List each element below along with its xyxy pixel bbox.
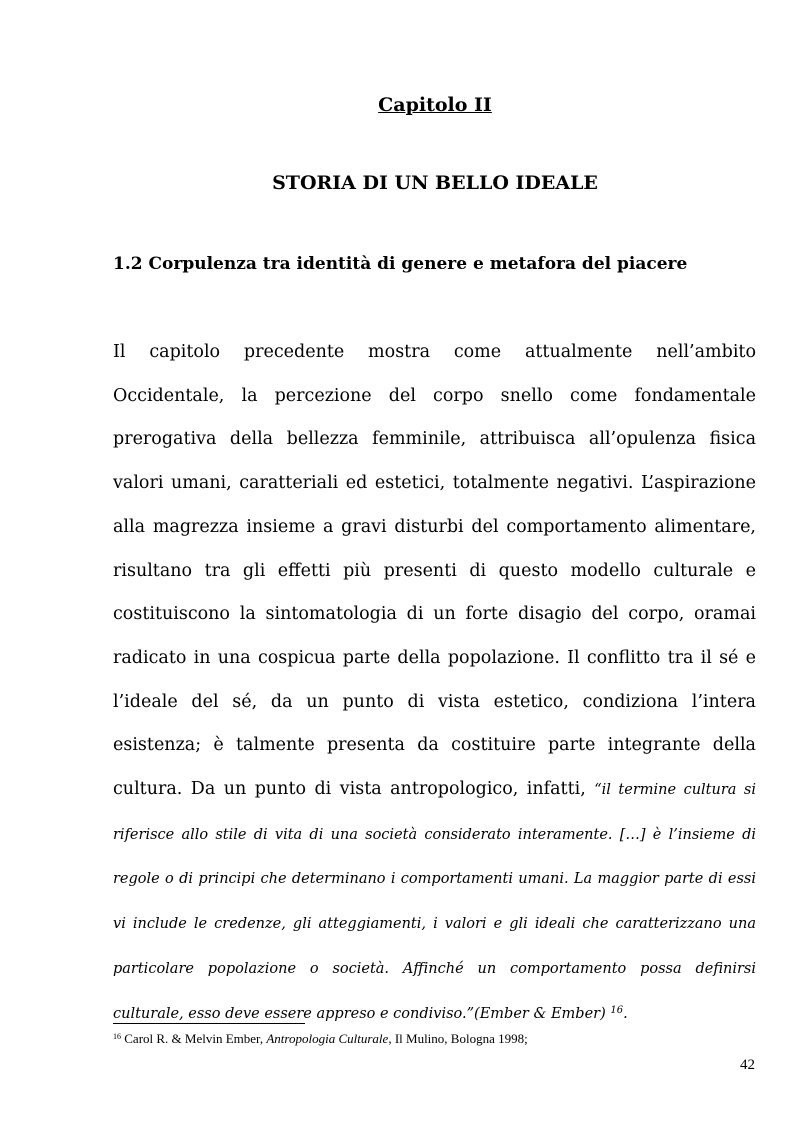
- footnote-reference[interactable]: 16: [610, 1004, 624, 1016]
- chapter-title: STORIA DI UN BELLO IDEALE: [272, 172, 598, 194]
- footnote-book-title: Antropologia Culturale: [266, 1031, 389, 1046]
- quoted-definition: “il termine cultura si riferisce allo stile di vita di una società considerato interamente. […] è l’insieme di regole o di principi che determinano i comportamenti umani. La maggior parte di essi vi include le credenze, gli atteggiamenti, i valori e gli ideali che caratterizzano una particolare popolazione o società. Affinché un comportamento possa definirsi culturale, esso deve essere appreso e condiviso.”(Ember & Ember) $^{16}$.: [113, 782, 756, 1022]
- page-number: 42: [740, 1057, 755, 1073]
- footnote-marker: 16: [113, 1032, 121, 1041]
- chapter-label: Capitolo II: [378, 94, 492, 116]
- body-paragraph: [113, 331, 756, 1036]
- section-heading: 1.2 Corpulenza tra identità di genere e metafora del piacere: [113, 254, 688, 274]
- footnote: $^{16}$ Carol R. & Melvin Ember, Antropologia Culturale, Il Mulino, Bologna 1998;: [113, 1031, 528, 1046]
- footnote-separator: [113, 1023, 305, 1024]
- body-text: Il capitolo precedente mostra come attualmente nell’ambito Occidentale, la percezione del corpo snello come fondamentale prerogativa della bellezza femminile, attribuisca all’opulenza fisica valori umani, caratteriali ed estetici, totalmente negativi. L’aspirazione alla magrezza insieme a gravi disturbi del comportamento alimentare, risultano tra gli effetti più presenti di questo modello culturale e costituiscono la sintomatologia di un forte disagio del corpo, oramai radicato in una cospicua parte della popolazione. Il conflitto tra il sé e l’ideale del sé, da un punto di vista estetico, condiziona l’intera esistenza; è talmente presenta da costituire parte integrante della cultura. Da un punto di vista antropologico, infatti,: [113, 342, 756, 800]
